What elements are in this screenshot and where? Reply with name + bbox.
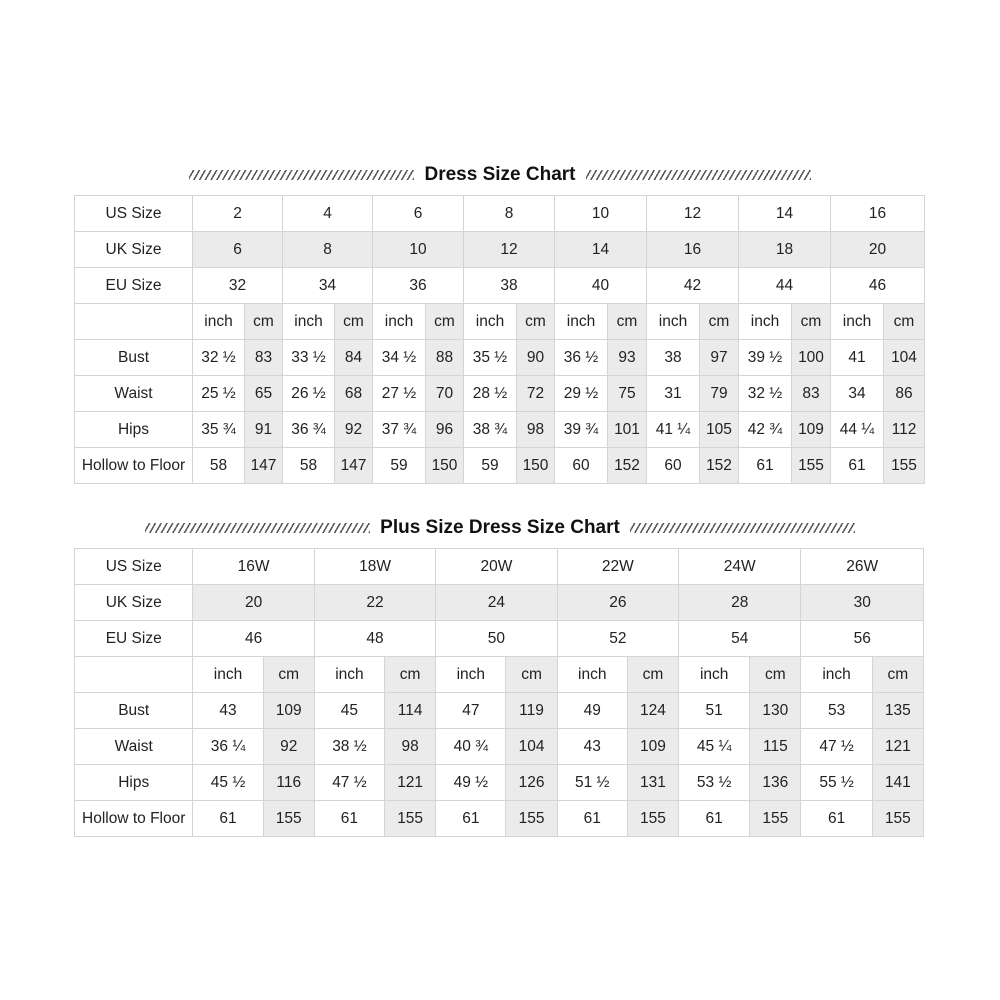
- plus-chart-heading: [0, 517, 1000, 539]
- inch-value: 43: [193, 693, 263, 729]
- cm-value: 92: [263, 729, 314, 765]
- size-cell: 6: [193, 232, 283, 268]
- cm-value: 65: [245, 376, 283, 412]
- unit-cm-header: cm: [385, 657, 436, 693]
- row-label: EU Size: [75, 268, 193, 304]
- cm-value: 91: [245, 412, 283, 448]
- inch-value: 41: [831, 340, 884, 376]
- inch-value: 29 ½: [555, 376, 608, 412]
- cm-value: 152: [700, 448, 739, 484]
- inch-value: 45 ¼: [679, 729, 750, 765]
- size-cell: 10: [555, 196, 647, 232]
- cm-value: 96: [426, 412, 464, 448]
- size-cell: 8: [464, 196, 555, 232]
- row-label: Hips: [75, 412, 193, 448]
- cm-value: 150: [517, 448, 555, 484]
- unit-cm-header: cm: [700, 304, 739, 340]
- cm-value: 98: [517, 412, 555, 448]
- size-cell: 24W: [679, 549, 801, 585]
- cm-value: 155: [385, 801, 436, 837]
- row-label: Waist: [75, 729, 193, 765]
- cm-value: 121: [872, 729, 923, 765]
- inch-value: 36 ¾: [283, 412, 335, 448]
- cm-value: 126: [506, 765, 557, 801]
- inch-value: 55 ½: [801, 765, 872, 801]
- cm-value: 79: [700, 376, 739, 412]
- size-cell: 32: [193, 268, 283, 304]
- unit-cm-header: cm: [792, 304, 831, 340]
- size-cell: 46: [831, 268, 925, 304]
- inch-value: 31: [647, 376, 700, 412]
- cm-value: 75: [608, 376, 647, 412]
- cm-value: 141: [872, 765, 923, 801]
- inch-value: 28 ½: [464, 376, 517, 412]
- inch-value: 59: [464, 448, 517, 484]
- unit-inch-header: inch: [193, 657, 263, 693]
- inch-value: 60: [555, 448, 608, 484]
- unit-inch-header: inch: [679, 657, 750, 693]
- cm-value: 152: [608, 448, 647, 484]
- dress-size-table: [74, 195, 925, 484]
- size-cell: 14: [555, 232, 647, 268]
- size-cell: 30: [801, 585, 924, 621]
- inch-value: 35 ½: [464, 340, 517, 376]
- size-cell: 8: [283, 232, 373, 268]
- left-hatch-decoration: [189, 170, 414, 180]
- inch-value: 43: [557, 729, 627, 765]
- inch-value: 40 ¾: [436, 729, 506, 765]
- inch-value: 58: [193, 448, 245, 484]
- cm-value: 112: [884, 412, 925, 448]
- unit-inch-header: inch: [373, 304, 426, 340]
- inch-value: 59: [373, 448, 426, 484]
- left-hatch-decoration: [145, 523, 370, 533]
- size-cell: 16: [647, 232, 739, 268]
- inch-value: 38 ¾: [464, 412, 517, 448]
- row-label: US Size: [75, 549, 193, 585]
- size-cell: 44: [739, 268, 831, 304]
- inch-value: 36 ½: [555, 340, 608, 376]
- unit-cm-header: cm: [884, 304, 925, 340]
- inch-value: 61: [739, 448, 792, 484]
- row-label: UK Size: [75, 232, 193, 268]
- inch-value: 33 ½: [283, 340, 335, 376]
- size-cell: 26W: [801, 549, 924, 585]
- row-label: Waist: [75, 376, 193, 412]
- size-cell: 18: [739, 232, 831, 268]
- inch-value: 61: [193, 801, 263, 837]
- unit-inch-header: inch: [831, 304, 884, 340]
- inch-value: 42 ¾: [739, 412, 792, 448]
- cm-value: 100: [792, 340, 831, 376]
- size-cell: 12: [464, 232, 555, 268]
- inch-value: 34 ½: [373, 340, 426, 376]
- size-cell: 50: [436, 621, 557, 657]
- inch-value: 49 ½: [436, 765, 506, 801]
- size-row: [75, 585, 924, 621]
- row-label: Bust: [75, 693, 193, 729]
- size-row: [75, 549, 924, 585]
- cm-value: 93: [608, 340, 647, 376]
- unit-inch-header: inch: [739, 304, 792, 340]
- row-label: UK Size: [75, 585, 193, 621]
- cm-value: 130: [750, 693, 801, 729]
- inch-value: 61: [557, 801, 627, 837]
- size-cell: 22: [314, 585, 435, 621]
- inch-value: 35 ¾: [193, 412, 245, 448]
- measure-row: [75, 801, 924, 837]
- unit-cm-header: cm: [335, 304, 373, 340]
- cm-value: 131: [627, 765, 678, 801]
- cm-value: 155: [750, 801, 801, 837]
- dress-chart-title: Dress Size Chart: [424, 164, 576, 185]
- inch-value: 32 ½: [739, 376, 792, 412]
- unit-inch-header: inch: [557, 657, 627, 693]
- size-row: [75, 232, 925, 268]
- cm-value: 116: [263, 765, 314, 801]
- cm-value: 84: [335, 340, 373, 376]
- inch-value: 61: [314, 801, 384, 837]
- size-cell: 48: [314, 621, 435, 657]
- unit-inch-header: inch: [647, 304, 700, 340]
- unit-cm-header: cm: [245, 304, 283, 340]
- size-cell: 28: [679, 585, 801, 621]
- size-cell: 40: [555, 268, 647, 304]
- inch-value: 25 ½: [193, 376, 245, 412]
- row-label: US Size: [75, 196, 193, 232]
- dress-chart-heading: [0, 164, 1000, 186]
- size-cell: 54: [679, 621, 801, 657]
- row-label: Hips: [75, 765, 193, 801]
- size-row: [75, 268, 925, 304]
- inch-value: 47: [436, 693, 506, 729]
- unit-header-row: [75, 304, 925, 340]
- inch-value: 61: [679, 801, 750, 837]
- size-cell: 4: [283, 196, 373, 232]
- unit-inch-header: inch: [193, 304, 245, 340]
- cm-value: 136: [750, 765, 801, 801]
- unit-inch-header: inch: [464, 304, 517, 340]
- size-row: [75, 196, 925, 232]
- cm-value: 121: [385, 765, 436, 801]
- inch-value: 58: [283, 448, 335, 484]
- empty-label-cell: [75, 657, 193, 693]
- inch-value: 38 ½: [314, 729, 384, 765]
- unit-cm-header: cm: [608, 304, 647, 340]
- row-label: Hollow to Floor: [75, 801, 193, 837]
- cm-value: 90: [517, 340, 555, 376]
- cm-value: 155: [263, 801, 314, 837]
- size-cell: 34: [283, 268, 373, 304]
- cm-value: 135: [872, 693, 923, 729]
- inch-value: 34: [831, 376, 884, 412]
- size-cell: 26: [557, 585, 678, 621]
- inch-value: 61: [801, 801, 872, 837]
- cm-value: 147: [245, 448, 283, 484]
- cm-value: 88: [426, 340, 464, 376]
- cm-value: 155: [792, 448, 831, 484]
- measure-row: [75, 448, 925, 484]
- inch-value: 45: [314, 693, 384, 729]
- unit-header-row: [75, 657, 924, 693]
- size-cell: 20W: [436, 549, 557, 585]
- plus-chart-title: Plus Size Dress Size Chart: [380, 517, 620, 538]
- inch-value: 32 ½: [193, 340, 245, 376]
- cm-value: 68: [335, 376, 373, 412]
- cm-value: 124: [627, 693, 678, 729]
- size-cell: 6: [373, 196, 464, 232]
- cm-value: 70: [426, 376, 464, 412]
- inch-value: 41 ¼: [647, 412, 700, 448]
- size-cell: 10: [373, 232, 464, 268]
- unit-cm-header: cm: [517, 304, 555, 340]
- inch-value: 61: [831, 448, 884, 484]
- unit-inch-header: inch: [555, 304, 608, 340]
- measure-row: [75, 340, 925, 376]
- inch-value: 53: [801, 693, 872, 729]
- right-hatch-decoration: [586, 170, 811, 180]
- measure-row: [75, 412, 925, 448]
- inch-value: 39 ¾: [555, 412, 608, 448]
- inch-value: 51: [679, 693, 750, 729]
- cm-value: 155: [506, 801, 557, 837]
- unit-cm-header: cm: [426, 304, 464, 340]
- size-cell: 16: [831, 196, 925, 232]
- row-label: Bust: [75, 340, 193, 376]
- inch-value: 26 ½: [283, 376, 335, 412]
- size-cell: 38: [464, 268, 555, 304]
- size-cell: 18W: [314, 549, 435, 585]
- cm-value: 109: [792, 412, 831, 448]
- cm-value: 97: [700, 340, 739, 376]
- measure-row: [75, 693, 924, 729]
- inch-value: 60: [647, 448, 700, 484]
- inch-value: 37 ¾: [373, 412, 426, 448]
- inch-value: 45 ½: [193, 765, 263, 801]
- unit-cm-header: cm: [506, 657, 557, 693]
- cm-value: 101: [608, 412, 647, 448]
- unit-inch-header: inch: [801, 657, 872, 693]
- size-cell: 24: [436, 585, 557, 621]
- unit-cm-header: cm: [627, 657, 678, 693]
- cm-value: 155: [884, 448, 925, 484]
- measure-row: [75, 729, 924, 765]
- row-label: EU Size: [75, 621, 193, 657]
- cm-value: 155: [627, 801, 678, 837]
- inch-value: 36 ¼: [193, 729, 263, 765]
- inch-value: 47 ½: [801, 729, 872, 765]
- unit-inch-header: inch: [283, 304, 335, 340]
- measure-row: [75, 376, 925, 412]
- plus-size-table: [74, 548, 924, 837]
- inch-value: 61: [436, 801, 506, 837]
- cm-value: 119: [506, 693, 557, 729]
- inch-value: 49: [557, 693, 627, 729]
- cm-value: 109: [263, 693, 314, 729]
- unit-inch-header: inch: [314, 657, 384, 693]
- inch-value: 53 ½: [679, 765, 750, 801]
- cm-value: 115: [750, 729, 801, 765]
- size-cell: 2: [193, 196, 283, 232]
- cm-value: 104: [884, 340, 925, 376]
- cm-value: 109: [627, 729, 678, 765]
- inch-value: 47 ½: [314, 765, 384, 801]
- inch-value: 39 ½: [739, 340, 792, 376]
- inch-value: 44 ¼: [831, 412, 884, 448]
- inch-value: 27 ½: [373, 376, 426, 412]
- size-cell: 16W: [193, 549, 314, 585]
- inch-value: 51 ½: [557, 765, 627, 801]
- size-cell: 20: [831, 232, 925, 268]
- size-cell: 52: [557, 621, 678, 657]
- cm-value: 86: [884, 376, 925, 412]
- cm-value: 114: [385, 693, 436, 729]
- cm-value: 105: [700, 412, 739, 448]
- unit-cm-header: cm: [750, 657, 801, 693]
- size-cell: 42: [647, 268, 739, 304]
- size-row: [75, 621, 924, 657]
- measure-row: [75, 765, 924, 801]
- size-cell: 56: [801, 621, 924, 657]
- empty-label-cell: [75, 304, 193, 340]
- inch-value: 38: [647, 340, 700, 376]
- cm-value: 147: [335, 448, 373, 484]
- cm-value: 155: [872, 801, 923, 837]
- unit-inch-header: inch: [436, 657, 506, 693]
- size-cell: 36: [373, 268, 464, 304]
- row-label: Hollow to Floor: [75, 448, 193, 484]
- cm-value: 150: [426, 448, 464, 484]
- cm-value: 83: [245, 340, 283, 376]
- cm-value: 104: [506, 729, 557, 765]
- size-cell: 46: [193, 621, 314, 657]
- cm-value: 83: [792, 376, 831, 412]
- unit-cm-header: cm: [263, 657, 314, 693]
- right-hatch-decoration: [630, 523, 855, 533]
- cm-value: 92: [335, 412, 373, 448]
- size-cell: 12: [647, 196, 739, 232]
- cm-value: 98: [385, 729, 436, 765]
- cm-value: 72: [517, 376, 555, 412]
- unit-cm-header: cm: [872, 657, 923, 693]
- size-cell: 14: [739, 196, 831, 232]
- size-cell: 22W: [557, 549, 678, 585]
- size-cell: 20: [193, 585, 314, 621]
